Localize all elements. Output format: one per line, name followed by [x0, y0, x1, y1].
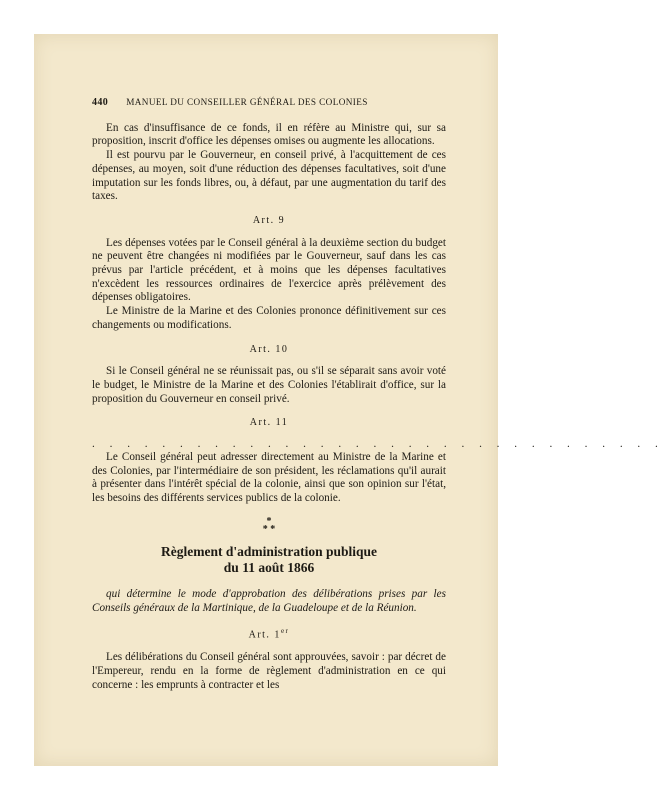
- art1-paragraph-1: Les délibérations du Conseil général sont approuvées, savoir : par décret de l'Empereur, rendu en la forme de règlement d'administration en ce qui concerne : les emprunts à contracter et les: [92, 651, 446, 691]
- reglement-title-line-1: Règlement d'administration publique: [160, 543, 378, 559]
- section-separator: [92, 515, 446, 535]
- page-header: [92, 96, 446, 110]
- running-title: MANUEL DU CONSEILLER GÉNÉRAL DES COLONIES: [126, 97, 368, 107]
- art1-heading-text: Art. 1: [248, 629, 281, 641]
- page-number: 440: [92, 97, 109, 108]
- omission-dots: . . . . . . . . . . . . . . . . . . . . . . . . . . . . . . . . .: [92, 438, 664, 451]
- art9-paragraph-1: Les dépenses votées par le Conseil général à la deuxième section du budget ne peuvent être changées ni modifiées par le Gouverneur, sauf dans les cas prévus par l'article précédent, et à moins que les dépenses facultatives n'excèdent les ressources ordinaires de l'exercice après prélèvement des dépenses obligatoires.: [92, 236, 446, 304]
- art1-heading-sup: er: [280, 627, 290, 636]
- paragraph-intro-1: En cas d'insuffisance de ce fonds, il en réfère au Ministre qui, sur sa proposition, inscrit d'office les dépenses omises ou augmente les allocations.: [92, 121, 446, 148]
- article-heading-10: Art. 10: [249, 343, 289, 355]
- art11-paragraph-1: Le Conseil général peut adresser directement au Ministre de la Marine et des Colonies, par l'intermédiaire de son président, les réclamations qu'il aurait à présenter dans l'intérêt spécial de la colonie, ainsi que son opinion sur l'état, les besoins des différents services publics de la colonie.: [92, 451, 446, 505]
- reglement-title: [92, 544, 446, 576]
- art10-paragraph-1: Si le Conseil général ne se réunissait pas, ou s'il se séparait sans avoir voté le budget, le Ministre de la Marine et des Colonies l'établirait d'office, sur la proposition du Gouverneur en conseil privé.: [92, 365, 446, 405]
- separator-bottom-stars: * *: [262, 523, 276, 535]
- art9-paragraph-2: Le Ministre de la Marine et des Colonies prononce définitivement sur ces changements ou modifications.: [92, 305, 446, 331]
- article-heading-1: [92, 625, 446, 642]
- reglement-subtitle: qui détermine le mode d'approbation des délibérations prises par les Conseils généraux de la Martinique, de la Guadeloupe et de la Réunion.: [92, 587, 446, 614]
- article-heading-9: Art. 9: [252, 214, 286, 226]
- article-heading-11: Art. 11: [249, 417, 289, 429]
- page-content: [92, 96, 664, 692]
- separator-top-star: *: [266, 515, 272, 527]
- book-page: [34, 34, 664, 766]
- paragraph-intro-2: Il est pourvu par le Gouverneur, en conseil privé, à l'acquittement de ces dépenses, au moyen, soit d'une réduction des dépenses facultatives, soit d'une imputation sur les fonds libres, ou, à défaut, par une augmentation du tarif des taxes.: [92, 149, 446, 203]
- reglement-title-line-2: du 11 août 1866: [223, 559, 315, 575]
